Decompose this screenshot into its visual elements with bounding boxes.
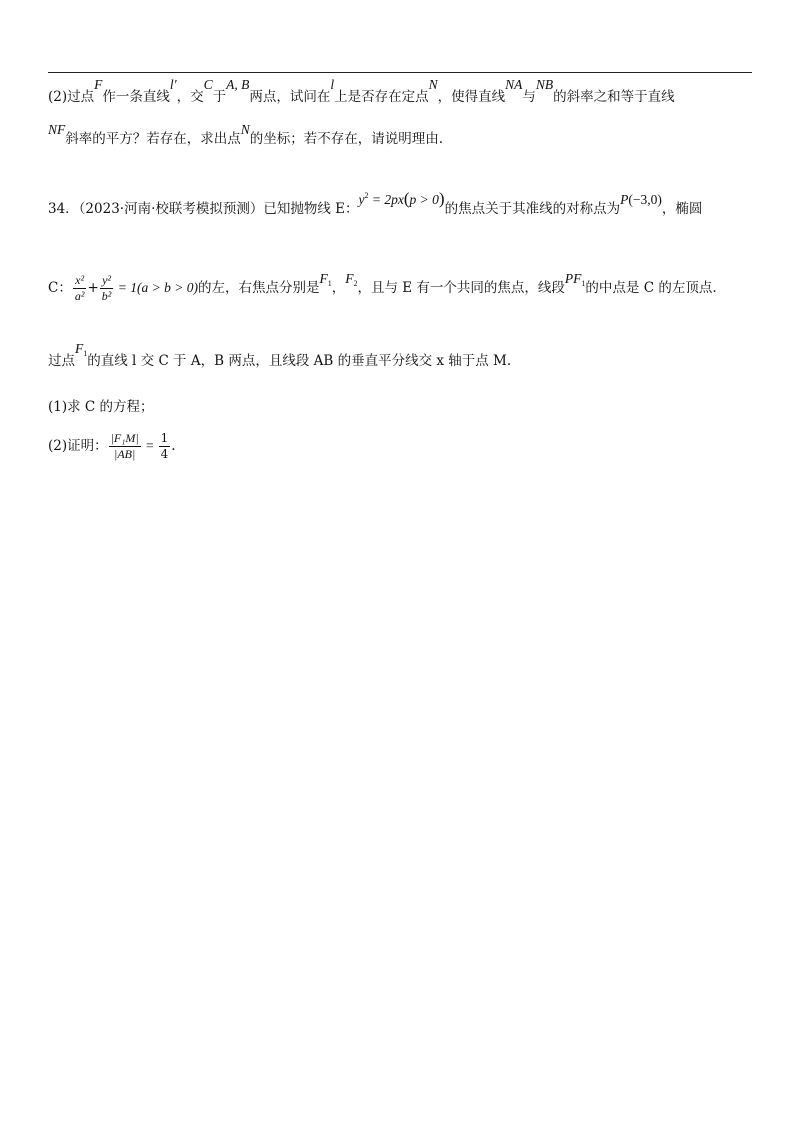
equals-sign: = bbox=[141, 438, 158, 453]
math-NA: NA bbox=[505, 77, 523, 92]
question-header: 34．（2023·河南·校联考模拟预测）已知抛物线 E： bbox=[48, 201, 359, 217]
text: 的焦点关于其准线的对称点为 bbox=[444, 201, 621, 217]
text: ，椭圆 bbox=[661, 201, 703, 217]
text: 的斜率之和等于直线 bbox=[553, 89, 675, 105]
text: ，使得直线 bbox=[437, 89, 506, 105]
text: ， bbox=[331, 280, 346, 296]
focus-F1: $F_1$ bbox=[319, 271, 332, 288]
point-P: P(−3,0) bbox=[620, 192, 662, 207]
math-C: C bbox=[203, 77, 213, 92]
text: 两点，试问在 bbox=[249, 89, 331, 105]
q34-line1 bbox=[48, 189, 703, 218]
parabola-equation: $y^2 = 2px(p > 0)$ bbox=[358, 189, 445, 208]
fraction-one-quarter: $\frac{1}{4}$ bbox=[160, 431, 169, 461]
q34-line2 bbox=[48, 272, 717, 309]
ellipse-label: C： bbox=[48, 280, 72, 296]
text: 于 bbox=[212, 89, 227, 105]
q34-part2 bbox=[48, 430, 176, 462]
fraction-x2-a2: $\frac{\text{x²}}{\text{a²}}$ bbox=[74, 273, 85, 303]
math-l: l bbox=[330, 77, 335, 92]
text: 的中点是 C 的左顶点. bbox=[585, 280, 717, 296]
text: 斜率的平方？若存在，求出点 bbox=[65, 131, 241, 147]
focus-F1: $F_1$ bbox=[75, 341, 88, 358]
equals-one: = 1 bbox=[114, 280, 137, 295]
math-A-B: A, B bbox=[226, 77, 250, 92]
text: (1)求 C 的方程； bbox=[48, 399, 154, 415]
focus-F2: $F_2$ bbox=[345, 271, 358, 288]
header-divider bbox=[48, 72, 752, 73]
text: 的坐标；若不存在，请说明理由. bbox=[249, 131, 444, 147]
fraction-y2-b2: $\frac{\text{y²}}{\text{b²}}$ bbox=[101, 273, 112, 303]
math-NB: NB bbox=[535, 77, 554, 92]
math-N: N bbox=[240, 122, 250, 137]
plus-sign: + bbox=[87, 280, 99, 296]
q34-part1 bbox=[48, 398, 154, 416]
ellipse-condition: (a > b > 0) bbox=[137, 280, 198, 295]
text: 与 bbox=[522, 89, 536, 105]
math-NF: NF bbox=[48, 122, 66, 137]
text: 的直线 l 交 C 于 A，B 两点，且线段 AB 的垂直平分线交 x 轴于点 M. bbox=[87, 353, 512, 369]
text: ，且与 E 有一个共同的焦点，线段 bbox=[357, 280, 565, 296]
segment-PF1: $PF_1$ bbox=[564, 271, 586, 288]
text: 的左，右焦点分别是 bbox=[197, 280, 320, 296]
q34-line3 bbox=[48, 341, 512, 375]
fraction-F1M-AB: $\frac{\text{|F₁M|}}{|AB|}$ bbox=[110, 431, 139, 461]
text: (2)证明： bbox=[48, 438, 108, 454]
text: 过点 bbox=[48, 353, 75, 369]
text: (2)过点 bbox=[48, 89, 95, 105]
text: 上是否存在定点 bbox=[334, 89, 429, 105]
math-N: N bbox=[428, 77, 438, 92]
math-F: F bbox=[94, 77, 103, 92]
math-l-prime: l′ bbox=[169, 77, 177, 92]
q33-part2-line2 bbox=[48, 122, 444, 148]
text: . bbox=[171, 438, 176, 454]
text: 作一条直线 bbox=[102, 89, 170, 105]
q33-part2-line1 bbox=[48, 77, 675, 106]
text: ，交 bbox=[176, 89, 204, 105]
